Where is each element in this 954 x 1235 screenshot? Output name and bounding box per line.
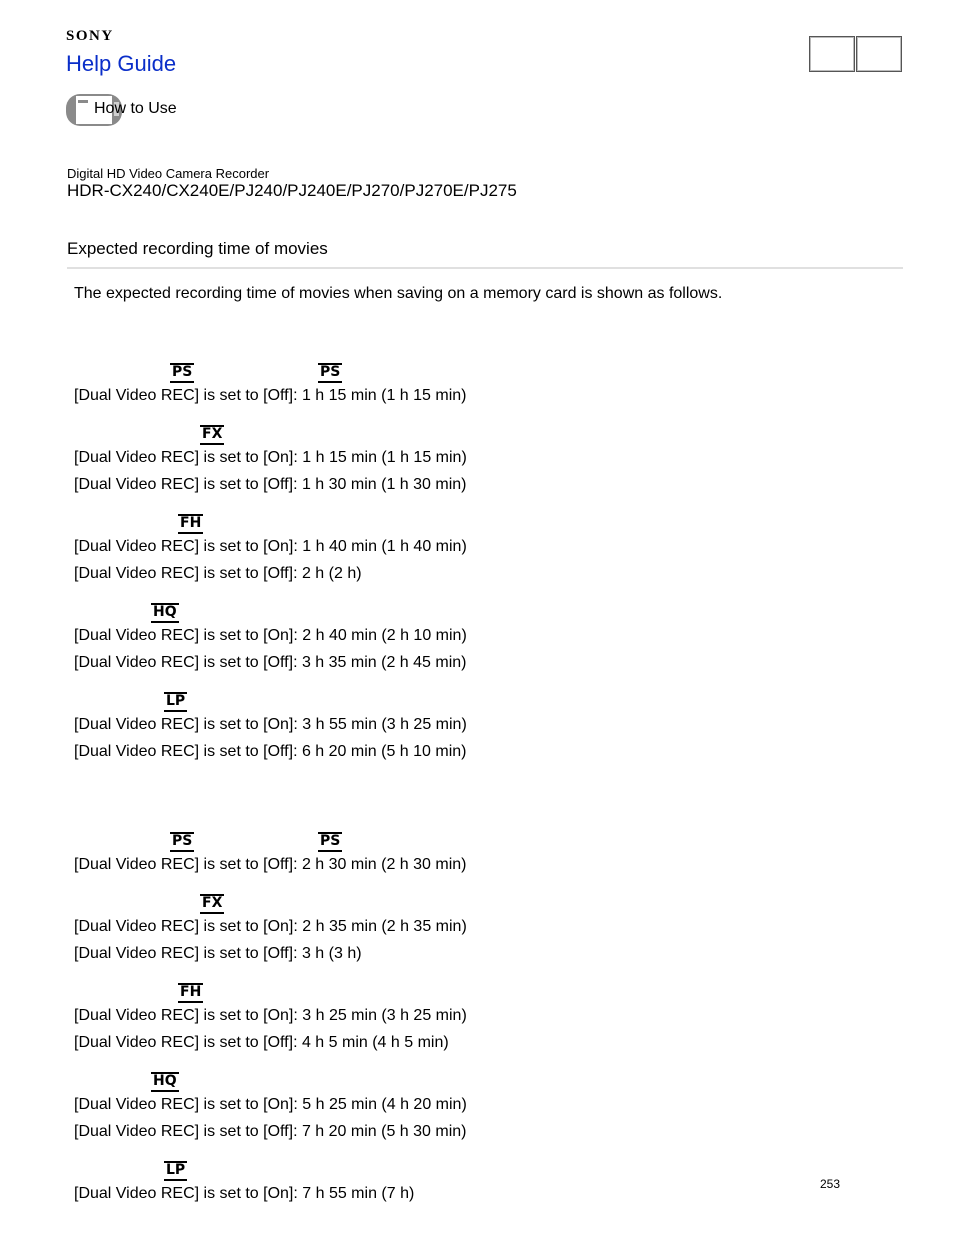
recording-time-line: [Dual Video REC] is set to [On]: 2 h 35 min (2 h 35 min) — [74, 918, 467, 935]
recording-time-line: [Dual Video REC] is set to [Off]: 3 h (3 h) — [74, 945, 362, 962]
recording-time-line: [Dual Video REC] is set to [Off]: 1 h 15 min (1 h 15 min) — [74, 387, 467, 404]
recording-time-line: [Dual Video REC] is set to [On]: 1 h 15 min (1 h 15 min) — [74, 449, 467, 466]
fh-mode-icon: FH — [178, 514, 203, 534]
recording-time-line: [Dual Video REC] is set to [On]: 2 h 40 min (2 h 10 min) — [74, 627, 467, 644]
page-title: Expected recording time of movies — [67, 239, 328, 258]
recording-time-line: [Dual Video REC] is set to [On]: 5 h 25 min (4 h 20 min) — [74, 1096, 467, 1113]
title-divider — [67, 267, 903, 269]
intro-text: The expected recording time of movies when saving on a memory card is shown as follows. — [74, 285, 723, 302]
recording-time-line: [Dual Video REC] is set to [Off]: 7 h 20 min (5 h 30 min) — [74, 1123, 467, 1140]
recording-time-line: [Dual Video REC] is set to [Off]: 2 h 30 min (2 h 30 min) — [74, 856, 467, 873]
hq-mode-icon: HQ — [151, 603, 179, 623]
recording-time-line: [Dual Video REC] is set to [Off]: 3 h 35 min (2 h 45 min) — [74, 654, 467, 671]
recording-time-line: [Dual Video REC] is set to [On]: 7 h 55 min (7 h) — [74, 1185, 415, 1202]
recording-time-line: [Dual Video REC] is set to [On]: 3 h 55 min (3 h 25 min) — [74, 716, 467, 733]
ps-mode-icon: PS — [318, 363, 342, 383]
product-model: HDR-CX240/CX240E/PJ240/PJ240E/PJ270/PJ270E/PJ275 — [67, 181, 517, 200]
recording-time-line: [Dual Video REC] is set to [Off]: 2 h (2 h) — [74, 565, 362, 582]
help-guide-title[interactable]: Help Guide — [66, 51, 177, 76]
lp-mode-icon: LP — [164, 1161, 187, 1181]
hq-mode-icon: HQ — [151, 1072, 179, 1092]
previous-page-button[interactable] — [809, 36, 855, 72]
fx-mode-icon: FX — [200, 894, 224, 914]
lp-mode-icon: LP — [164, 692, 187, 712]
recording-time-line: [Dual Video REC] is set to [On]: 1 h 40 min (1 h 40 min) — [74, 538, 467, 555]
recording-time-line: [Dual Video REC] is set to [Off]: 6 h 20 min (5 h 10 min) — [74, 743, 467, 760]
ps-mode-icon: PS — [318, 832, 342, 852]
next-page-button[interactable] — [856, 36, 902, 72]
recording-time-line: [Dual Video REC] is set to [Off]: 1 h 30 min (1 h 30 min) — [74, 476, 467, 493]
breadcrumb-how-to-use[interactable]: How to Use — [94, 100, 177, 117]
fx-mode-icon: FX — [200, 425, 224, 445]
recording-time-line: [Dual Video REC] is set to [On]: 3 h 25 min (3 h 25 min) — [74, 1007, 467, 1024]
sony-logo: SONY — [66, 28, 114, 44]
page-number: 253 — [820, 1177, 841, 1191]
recording-time-line: [Dual Video REC] is set to [Off]: 4 h 5 min (4 h 5 min) — [74, 1034, 449, 1051]
ps-mode-icon: PS — [170, 832, 194, 852]
product-category: Digital HD Video Camera Recorder — [67, 166, 270, 181]
ps-mode-icon: PS — [170, 363, 194, 383]
fh-mode-icon: FH — [178, 983, 203, 1003]
